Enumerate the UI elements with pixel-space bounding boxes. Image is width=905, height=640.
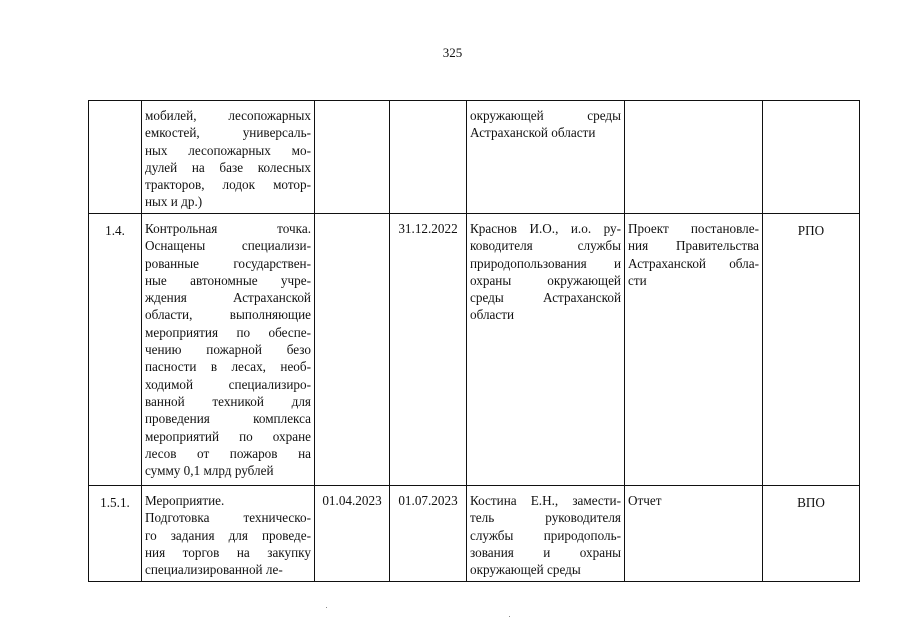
text-line: мобилей, лесопожарных xyxy=(145,108,311,123)
row-number xyxy=(89,101,142,214)
text-line: ванной техникой для xyxy=(145,393,311,409)
text-line: зования и охраны xyxy=(470,544,621,560)
text-line: мероприятия по обеспе- xyxy=(145,324,311,340)
row-description xyxy=(142,101,315,214)
text-line: Контрольная точка. xyxy=(145,221,311,236)
text-line: ные автономные учре- xyxy=(145,272,311,288)
row-description xyxy=(142,214,315,486)
table-row xyxy=(89,486,860,582)
text-line: Краснов И.О., и.о. ру- xyxy=(470,221,621,236)
text-line: рованные государствен- xyxy=(145,255,311,271)
row-end-date: 01.07.2023 xyxy=(390,486,467,582)
page-number: 325 xyxy=(442,45,463,60)
row-type: РПО xyxy=(763,214,860,486)
text-line: Астраханской обла- xyxy=(628,255,759,271)
row-result xyxy=(625,214,763,486)
text-line: среды Астраханской xyxy=(470,290,621,306)
text-line: емкостей, универсаль- xyxy=(145,125,311,141)
table-row xyxy=(89,101,860,214)
text-line: ных и др.) xyxy=(145,194,203,210)
row-end-date xyxy=(390,101,467,214)
text-line: области, выполняющие xyxy=(145,307,311,323)
row-number: 1.4. xyxy=(89,214,142,486)
row-start-date: 01.04.2023 xyxy=(315,486,390,582)
row-result xyxy=(625,486,763,582)
text-line: го задания для проведе- xyxy=(145,527,311,543)
text-line: Подготовка техническо- xyxy=(145,510,311,526)
text-line: сумму 0,1 млрд рублей xyxy=(145,463,274,479)
text-line: ководителя службы xyxy=(470,238,621,254)
text-line: сти xyxy=(628,272,647,288)
text-line: ния Правительства xyxy=(628,238,759,254)
row-type xyxy=(763,101,860,214)
text-line: Астраханской области xyxy=(470,125,596,141)
text-line: ходимой специализиро- xyxy=(145,376,311,392)
text-line: лесов от пожаров на xyxy=(145,445,311,461)
row-description xyxy=(142,486,315,582)
row-type: ВПО xyxy=(763,486,860,582)
row-responsible xyxy=(467,101,625,214)
scan-speck xyxy=(509,616,510,617)
text-line: Мероприятие. xyxy=(145,493,225,508)
row-end-date: 31.12.2022 xyxy=(390,214,467,486)
text-line: окружающей среды xyxy=(470,562,581,578)
row-responsible xyxy=(467,214,625,486)
text-line: ных лесопожарных мо- xyxy=(145,142,311,158)
text-line: ния торгов на закупку xyxy=(145,544,311,560)
text-line: проведения комплекса xyxy=(145,411,311,427)
text-line: дулей на базе колесных xyxy=(145,159,311,175)
text-line: Оснащены специализи- xyxy=(145,238,311,254)
text-line: мероприятий по охране xyxy=(145,428,311,444)
text-line: Проект постановле- xyxy=(628,221,759,236)
text-line: окружающей среды xyxy=(470,108,621,123)
row-start-date xyxy=(315,214,390,486)
table-row xyxy=(89,214,860,486)
row-start-date xyxy=(315,101,390,214)
text-line: тракторов, лодок мотор- xyxy=(145,177,311,193)
plan-table xyxy=(88,100,860,582)
text-line: области xyxy=(470,307,515,323)
text-line: тель руководителя xyxy=(470,510,621,526)
row-number: 1.5.1. xyxy=(89,486,142,582)
text-line: пасности в лесах, необ- xyxy=(145,359,311,375)
row-responsible xyxy=(467,486,625,582)
scan-speck xyxy=(326,607,327,608)
text-line: природопользования и xyxy=(470,255,621,271)
text-line: чению пожарной безо xyxy=(145,342,311,358)
row-result xyxy=(625,101,763,214)
text-line: охраны окружающей xyxy=(470,272,621,288)
text-line: специализированной ле- xyxy=(145,562,283,578)
text-line: службы природополь- xyxy=(470,527,621,543)
text-line: Костина Е.Н., замести- xyxy=(470,493,621,508)
text-line: ждения Астраханской xyxy=(145,290,311,306)
text-line: Отчет xyxy=(628,493,662,508)
